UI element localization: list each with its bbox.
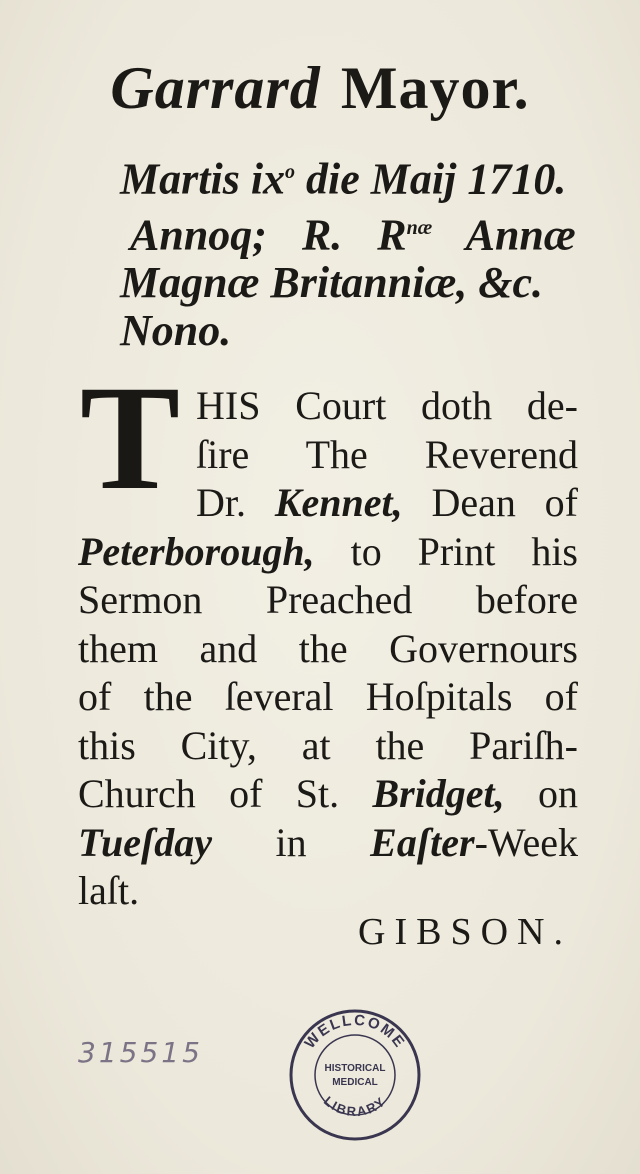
- drop-cap: T: [80, 355, 181, 521]
- text-line: Tueſday in Eaſter-Week: [78, 819, 578, 865]
- text-line: laſt.: [78, 868, 140, 913]
- signature: GIBSON.: [358, 911, 572, 953]
- date-line-2: Annoq; R. $R^{næ}$ Annæ: [130, 210, 576, 260]
- text-line: Dr. Kennet, Dean of: [196, 480, 578, 525]
- stamp-middle-text-2: MEDICAL: [332, 1077, 378, 1088]
- date-line-4: Nono.: [120, 306, 232, 356]
- date-block: [120, 148, 600, 355]
- text-line: HIS Court doth de-: [196, 383, 578, 428]
- text-line: Peterborough, to Print his: [78, 528, 578, 574]
- stamp-ring-outer: [291, 1011, 419, 1139]
- mayor-name: Garrard: [110, 55, 321, 121]
- text-line: Sermon Preached before: [78, 577, 578, 622]
- date-line-3: Magnæ Britanniæ, &c.: [120, 258, 543, 308]
- library-stamp: [285, 1005, 425, 1145]
- heading-title: Mayor.: [340, 55, 530, 121]
- handwritten-shelfmark: 315515: [78, 1036, 203, 1069]
- text-line: them and the Governours: [78, 625, 578, 671]
- stamp-middle-text-1: HISTORICAL: [324, 1063, 386, 1074]
- order-text: [78, 355, 579, 916]
- page-heading: [0, 48, 640, 128]
- date-line-1: Martis $ix^o$ die Maij 1710.: [120, 154, 567, 204]
- stamp-top-text: WELLCOME: [301, 1011, 409, 1052]
- text-line: of the ſeveral Hoſpitals of: [78, 674, 578, 719]
- stamp-bottom-text: LIBRARY: [320, 1093, 390, 1120]
- text-line: this City, at the Pariſh-: [78, 722, 578, 768]
- text-line: Church of St. Bridget, on: [78, 771, 579, 816]
- text-line: ſire The Reverend: [196, 431, 578, 477]
